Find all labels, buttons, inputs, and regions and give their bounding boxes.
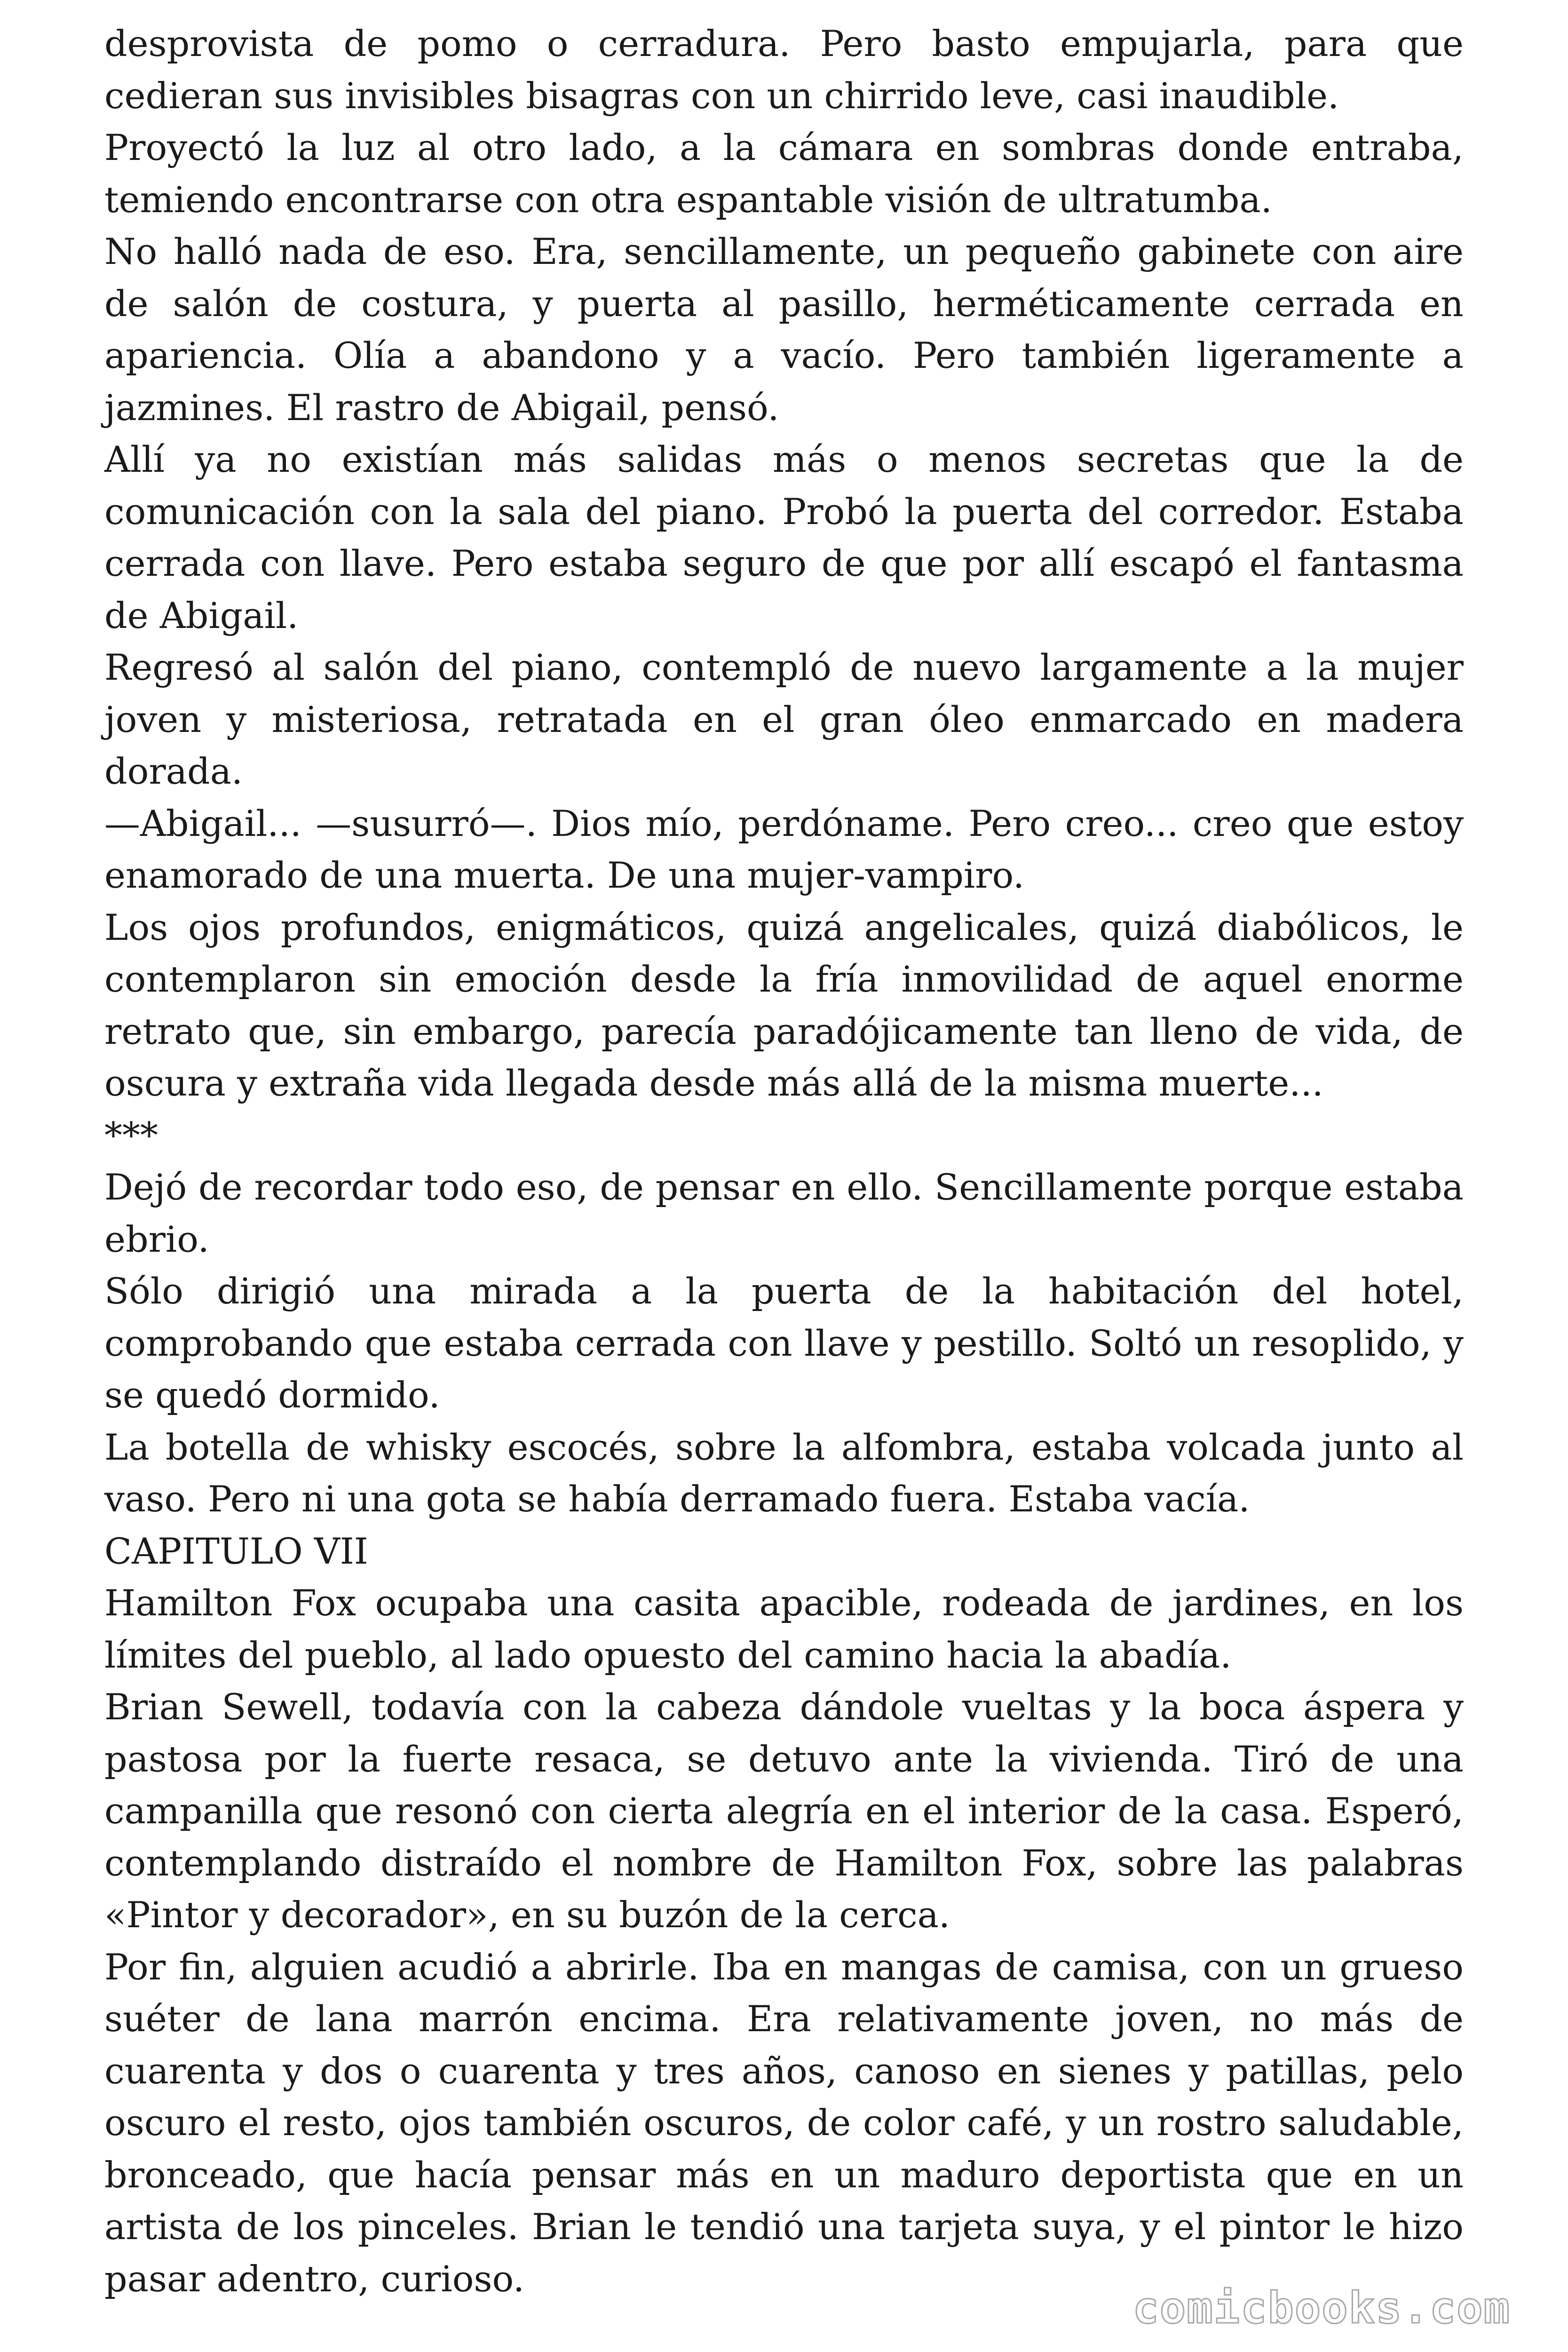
watermark: comicbooks.com bbox=[1132, 2283, 1511, 2333]
paragraph: Dejó de recordar todo eso, de pensar en ello. Sencillamente porque estaba ebrio. bbox=[104, 1166, 1464, 1260]
paragraph: Regresó al salón del piano, contempló de nuevo largamente a la mujer joven y misteriosa, retratada en el gran óleo enmarcado en madera dorada. bbox=[104, 646, 1464, 792]
paragraph: Los ojos profundos, enigmáticos, quizá angelicales, quizá diabólicos, le contemplaron sin emoción desde la fría inmovilidad de aquel enorme retrato que, sin embargo, parecía paradójicamente tan lleno de vida, de oscura y extraña vida llegada desde más allá de la misma muerte... bbox=[104, 906, 1464, 1104]
page-text bbox=[104, 18, 1464, 2305]
paragraph: No halló nada de eso. Era, sencillamente, un pequeño gabinete con aire de salón de costura, y puerta al pasillo, herméticamente cerrada en apariencia. Olía a abandono y a vacío. Pero también ligeramente a jazmines. El rastro de Abigail, pensó. bbox=[104, 230, 1464, 429]
chapter-heading: CAPITULO VII bbox=[104, 1530, 368, 1572]
paragraph: Hamilton Fox ocupaba una casita apacible, rodeada de jardines, en los límites del pueblo, al lado opuesto del camino hacia la abadía. bbox=[104, 1582, 1464, 1676]
paragraph: Proyectó la luz al otro lado, a la cámara en sombras donde entraba, temiendo encontrarse con otra espantable visión de ultratumba. bbox=[104, 127, 1464, 221]
paragraph: Brian Sewell, todavía con la cabeza dándole vueltas y la boca áspera y pastosa por la fuerte resaca, se detuvo ante la vivienda. Tiró de una campanilla que resonó con cierta alegría en el interior de la casa. Esperó, contemplando distraído el nombre de Hamilton Fox, sobre las palabras «Pintor y decorador», en su buzón de la cerca. bbox=[104, 1686, 1464, 1936]
paragraph: Allí ya no existían más salidas más o menos secretas que la de comunicación con la sala del piano. Probó la puerta del corredor. Estaba cerrada con llave. Pero estaba seguro de que por allí escapó el fantasma de Abigail. bbox=[104, 438, 1464, 636]
paragraph: Por fin, alguien acudió a abrirle. Iba en mangas de camisa, con un grueso suéter de lana marrón encima. Era relativamente joven, no más de cuarenta y dos o cuarenta y tres años, canoso en sienes y patillas, pelo oscuro el resto, ojos también oscuros, de color café, y un rostro saludable, bronceado, que hacía pensar más en un maduro deportista que en un artista de los pinceles. Brian le tendió una tarjeta suya, y el pintor le hizo pasar adentro, curioso. bbox=[104, 1946, 1464, 2300]
paragraph: Sólo dirigió una mirada a la puerta de la habitación del hotel, comprobando que estaba cerrada con llave y pestillo. Soltó un resoplido, y se quedó dormido. bbox=[104, 1270, 1464, 1416]
dialogue-paragraph: —Abigail... —susurró—. Dios mío, perdóname. Pero creo... creo que estoy enamorado de una muerta. De una mujer-vampiro. bbox=[104, 802, 1464, 896]
paragraph: La botella de whisky escocés, sobre la alfombra, estaba volcada junto al vaso. Pero ni una gota se había derramado fuera. Estaba vacía. bbox=[104, 1426, 1464, 1520]
scene-separator: *** bbox=[104, 1114, 158, 1156]
paragraph: desprovista de pomo o cerradura. Pero basto empujarla, para que cedieran sus invisibles bisagras con un chirrido leve, casi inaudible. bbox=[104, 23, 1464, 117]
